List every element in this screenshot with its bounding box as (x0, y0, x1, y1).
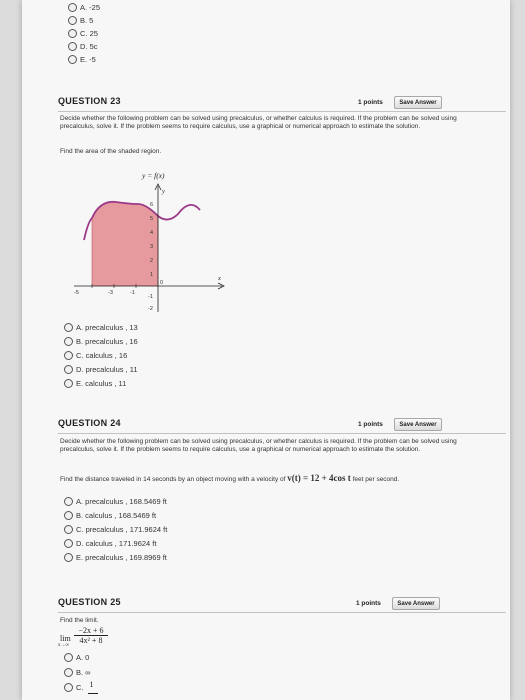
fraction-bar (88, 693, 98, 694)
question-points: 1 points (356, 600, 381, 607)
radio-button[interactable] (68, 3, 77, 12)
answer-option[interactable] (64, 538, 156, 549)
answer-option[interactable] (68, 41, 98, 52)
answer-option[interactable] (64, 496, 167, 507)
radio-button[interactable] (64, 379, 73, 388)
question-prompt: Find the limit. (60, 617, 99, 624)
radio-button[interactable] (64, 337, 73, 346)
save-answer-button[interactable]: Save Answer (394, 96, 442, 109)
answer-option[interactable] (68, 28, 98, 39)
y-tick-label: 0 (160, 280, 164, 286)
radio-button[interactable] (64, 539, 73, 548)
function-graph (72, 160, 232, 320)
answer-option[interactable] (64, 350, 127, 361)
radio-button[interactable] (64, 683, 73, 692)
answer-option[interactable] (68, 15, 93, 26)
limit-operator: lim (60, 634, 71, 643)
option-label: A. precalculus , 168.5469 ft (76, 497, 167, 506)
radio-button[interactable] (64, 365, 73, 374)
option-label: D. precalculus , 11 (76, 365, 138, 374)
question-prompt (60, 475, 480, 484)
x-axis-label: x (218, 275, 221, 282)
question-instructions: Decide whether the following problem can be solved using precalculus, or whether calculus is required. If the problem can be solved using precalculus, solve it. If the problem seems to require calculus, use a graphical or numerical approach to estimate the solution. (60, 438, 457, 453)
question-title: QUESTION 24 (58, 418, 121, 428)
y-tick-label: 5 (150, 216, 154, 222)
y-tick-label: -2 (148, 306, 153, 312)
option-label: E. precalculus , 169.8969 ft (76, 553, 167, 562)
answer-option[interactable] (64, 667, 91, 678)
option-label: E. -5 (80, 55, 96, 64)
option-label: B. 5 (80, 16, 94, 25)
fraction-numerator: 1 (89, 680, 94, 689)
prompt-text: Find the distance traveled in 14 seconds by an object moving with a velocity of (60, 476, 286, 483)
answer-option[interactable] (64, 652, 89, 663)
y-tick-label: 2 (150, 258, 154, 264)
prompt-text: feet per second. (352, 476, 400, 483)
y-tick-label: 1 (150, 272, 154, 278)
radio-button[interactable] (64, 553, 73, 562)
radio-button[interactable] (64, 497, 73, 506)
x-tick-label: -1 (130, 290, 135, 296)
option-label: C. 25 (80, 29, 98, 38)
limit-fraction (74, 626, 108, 645)
quiz-page (22, 0, 510, 700)
answer-option[interactable] (64, 336, 138, 347)
answer-option[interactable] (64, 364, 138, 375)
option-label: B. ∞ (76, 668, 91, 677)
y-tick-label: 4 (150, 230, 154, 236)
y-tick-label: 6 (150, 202, 154, 208)
question-title: QUESTION 25 (58, 597, 121, 607)
fraction-denominator: 4x² + 8 (79, 636, 103, 645)
save-answer-button[interactable]: Save Answer (392, 597, 440, 610)
answer-option[interactable] (64, 524, 167, 535)
y-axis-label: y (162, 188, 165, 195)
question-points: 1 points (358, 421, 383, 428)
velocity-formula: v(t) = 12 + 4cos t (287, 473, 351, 483)
option-label: B. calculus , 168.5469 ft (76, 511, 157, 520)
radio-button[interactable] (64, 511, 73, 520)
answer-option[interactable] (68, 54, 96, 65)
answer-option[interactable] (64, 510, 156, 521)
x-tick-label: -5 (74, 290, 79, 296)
answer-option[interactable] (64, 378, 126, 389)
divider (58, 612, 506, 613)
option-label: A. -25 (80, 3, 101, 12)
answer-option[interactable] (68, 2, 100, 13)
option-label: C. calculus , 16 (76, 351, 128, 360)
graph-svg (72, 160, 232, 320)
radio-button[interactable] (68, 16, 77, 25)
y-tick-label: -1 (148, 294, 153, 300)
save-answer-button[interactable]: Save Answer (394, 418, 442, 431)
option-label: A. precalculus , 13 (76, 323, 138, 332)
question-title: QUESTION 23 (58, 96, 121, 106)
option-label: B. precalculus , 16 (76, 337, 138, 346)
option-label: E. calculus , 11 (76, 379, 127, 388)
option-label: A. 0 (76, 653, 90, 662)
radio-button[interactable] (64, 525, 73, 534)
radio-button[interactable] (68, 55, 77, 64)
option-label: D. calculus , 171.9624 ft (76, 539, 157, 548)
y-tick-label: 3 (150, 244, 154, 250)
question-points: 1 points (358, 99, 383, 106)
radio-button[interactable] (64, 668, 73, 677)
divider (58, 433, 506, 434)
question-prompt: Find the area of the shaded region. (60, 148, 162, 155)
function-label: y = f(x) (142, 171, 165, 180)
radio-button[interactable] (68, 42, 77, 51)
shaded-region (92, 202, 158, 286)
fraction-numerator: −2x + 6 (78, 626, 104, 635)
divider (58, 111, 506, 112)
radio-button[interactable] (64, 653, 73, 662)
limit-subscript: x→∞ (58, 643, 70, 648)
option-label: C. precalculus , 171.9624 ft (76, 525, 168, 534)
radio-button[interactable] (64, 351, 73, 360)
answer-option[interactable] (64, 682, 94, 693)
radio-button[interactable] (64, 323, 73, 332)
x-tick-label: -3 (108, 290, 113, 296)
option-label: D. 5c (80, 42, 98, 51)
radio-button[interactable] (68, 29, 77, 38)
option-label: C. (76, 683, 84, 692)
answer-option[interactable] (64, 552, 167, 563)
question-instructions: Decide whether the following problem can be solved using precalculus, or whether calculus is required. If the problem can be solved using precalculus, solve it. If the problem seems to require calculus, use a graphical or numerical approach to estimate the solution. (60, 115, 457, 130)
answer-option[interactable] (64, 322, 138, 333)
